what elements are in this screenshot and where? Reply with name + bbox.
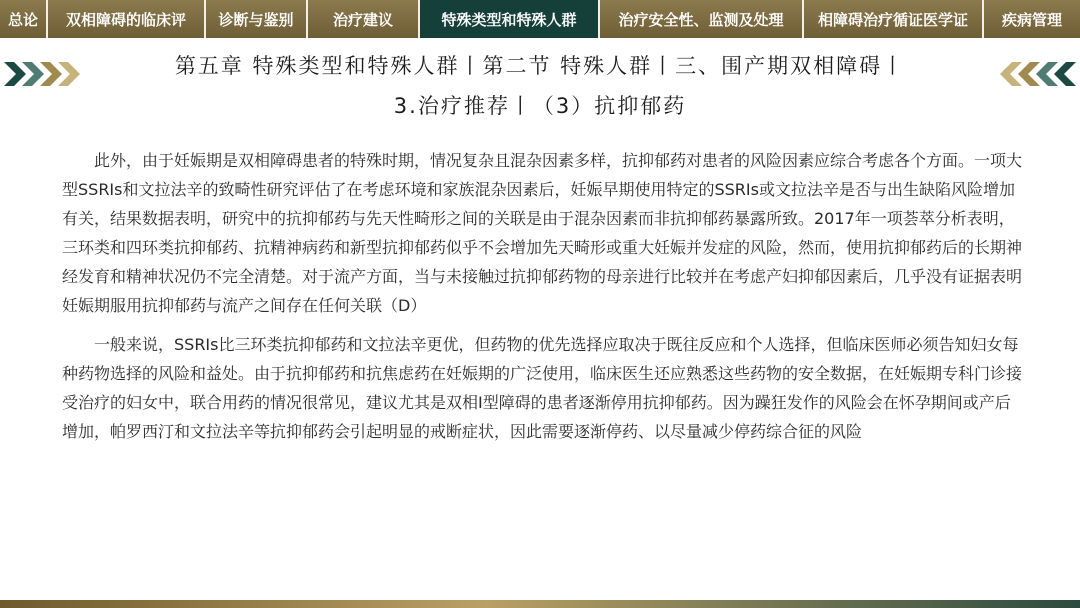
tab-evidence-based[interactable]: 相障碍治疗循证医学证 <box>804 0 984 38</box>
tab-treatment[interactable]: 治疗建议 <box>308 0 420 38</box>
tab-diagnosis[interactable]: 诊断与鉴别 <box>206 0 308 38</box>
top-nav <box>0 0 1080 38</box>
chevron-left-icon <box>998 60 1076 88</box>
tab-clinical-assessment[interactable]: 双相障碍的临床评 <box>48 0 206 38</box>
right-chevron-decoration <box>998 60 1076 88</box>
tab-safety-monitoring[interactable]: 治疗安全性、监测及处理 <box>600 0 804 38</box>
paragraph: 一般来说，SSRIs比三环类抗抑郁药和文拉法辛更优，但药物的优先选择应取决于既往反应和个人选择，但临床医师必须告知妇女每种药物选择的风险和益处。由于抗抑郁药和抗焦虑药在妊娠期的广泛使用，临床医生还应熟悉这些药物的安全数据，在妊娠期专科门诊接受治疗的妇女中，联合用药的情况很常见，建议尤其是双相I型障碍的患者逐渐停用抗抑郁药。因为躁狂发作的风险会在怀孕期间或产后增加，帕罗西汀和文拉法辛等抗抑郁药会引起明显的戒断症状，因此需要逐渐停药、以尽量减少停药综合征的风险 <box>62 335 1023 441</box>
paragraph: 此外，由于妊娠期是双相障碍患者的特殊时期，情况复杂且混杂因素多样，抗抑郁药对患者的风险因素应综合考虑各个方面。一项大型SSRIs和文拉法辛的致畸性研究评估了在考虑环境和家族混杂因素后，妊娠早期使用特定的SSRIs或文拉法辛是否与出生缺陷风险增加有关，结果数据表明，研究中的抗抑郁药与先天性畸形之间的关联是由于混杂因素而非抗抑郁药暴露所致。2017年一项荟萃分析表明，三环类和四环类抗抑郁药、抗精神病药和新型抗抑郁药似乎不会增加先天畸形或重大妊娠并发症的风险，然而，使用抗抑郁药后的长期神经发育和精神状况仍不完全清楚。对于流产方面，当与未接触过抗抑郁药物的母亲进行比较并在考虑产妇抑郁因素后，几乎没有证据表明妊娠期服用抗抑郁药与流产之间存在任何关联（D） <box>62 151 1023 315</box>
left-chevron-decoration <box>4 60 82 88</box>
tab-special-populations[interactable]: 特殊类型和特殊人群 <box>420 0 600 38</box>
tab-disease-management[interactable]: 疾病管理 <box>984 0 1080 38</box>
page-title-line1: 第五章 特殊类型和特殊人群丨第二节 特殊人群丨三、围产期双相障碍丨 <box>174 54 906 78</box>
chevron-right-icon <box>4 60 82 88</box>
tab-overview[interactable]: 总论 <box>0 0 48 38</box>
main-content <box>62 146 1022 456</box>
page-title-line2: 3.治疗推荐丨（3）抗抑郁药 <box>393 94 687 118</box>
bottom-bar <box>0 600 1080 608</box>
